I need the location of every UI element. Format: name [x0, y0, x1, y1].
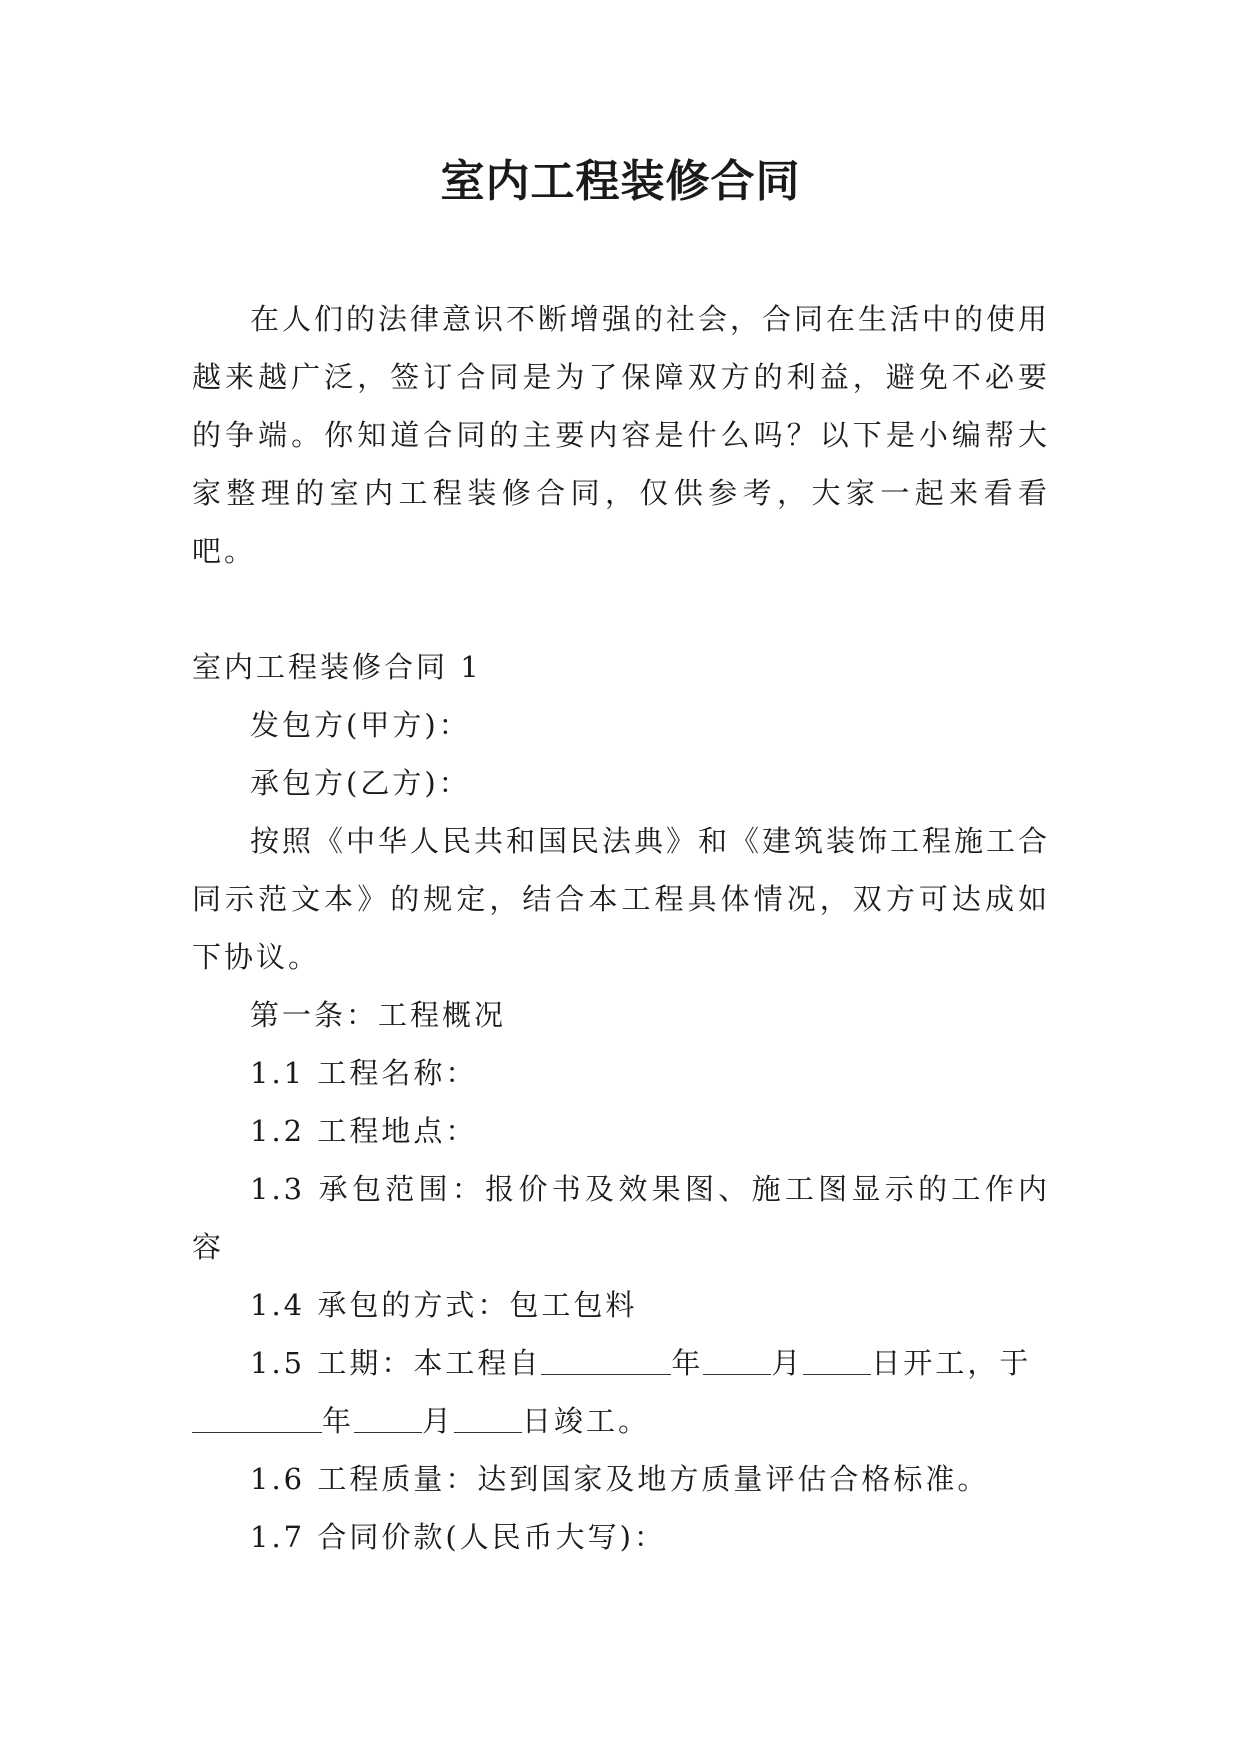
article-1-title: 第一条：工程概况	[250, 998, 507, 1032]
start-year-blank	[541, 1345, 671, 1375]
end-month-label: 月	[422, 1404, 455, 1438]
end-month-blank	[354, 1403, 422, 1433]
preamble-paragraph: 按照《中华人民共和国民法典》和《建筑装饰工程施工合同示范文本》的规定，结合本工程具体情况，双方可达成如下协议。	[192, 824, 1051, 974]
item-1-5	[192, 1334, 1050, 1450]
start-month-label: 月	[771, 1346, 804, 1380]
item-1-2: 1.2 工程地点：	[250, 1114, 478, 1148]
end-suffix: 日竣工。	[522, 1404, 651, 1438]
item-1-1: 1.1 工程名称：	[250, 1056, 478, 1090]
party-a-line: 发包方(甲方)：	[250, 708, 471, 742]
item-1-3: 1.3 承包范围：报价书及效果图、施工图显示的工作内容	[192, 1172, 1050, 1264]
start-year-label: 年	[671, 1346, 704, 1380]
item-1-7: 1.7 合同价款(人民币大写)：	[250, 1520, 666, 1554]
start-day-blank	[803, 1345, 871, 1375]
intro-paragraph: 在人们的法律意识不断增强的社会，合同在生活中的使用越来越广泛，签订合同是为了保障双方的利益，避免不必要的争端。你知道合同的主要内容是什么吗？以下是小编帮大家整理的室内工程装修合同，仅供参考，大家一起来看看吧。	[192, 302, 1051, 568]
party-b-line: 承包方(乙方)：	[250, 766, 471, 800]
document-body	[192, 290, 1050, 1566]
start-month-blank	[703, 1345, 771, 1375]
item-1-6: 1.6 工程质量：达到国家及地方质量评估合格标准。	[250, 1462, 990, 1496]
end-year-blank	[192, 1403, 322, 1433]
section-title: 室内工程装修合同 1	[192, 650, 482, 684]
document-title: 室内工程装修合同	[440, 156, 801, 207]
end-day-blank	[454, 1403, 522, 1433]
start-suffix: 日开工，于	[871, 1346, 1032, 1380]
item-1-5-prefix: 1.5 工期：本工程自	[250, 1346, 542, 1380]
end-year-label: 年	[322, 1404, 355, 1438]
item-1-4: 1.4 承包的方式：包工包料	[250, 1288, 638, 1322]
